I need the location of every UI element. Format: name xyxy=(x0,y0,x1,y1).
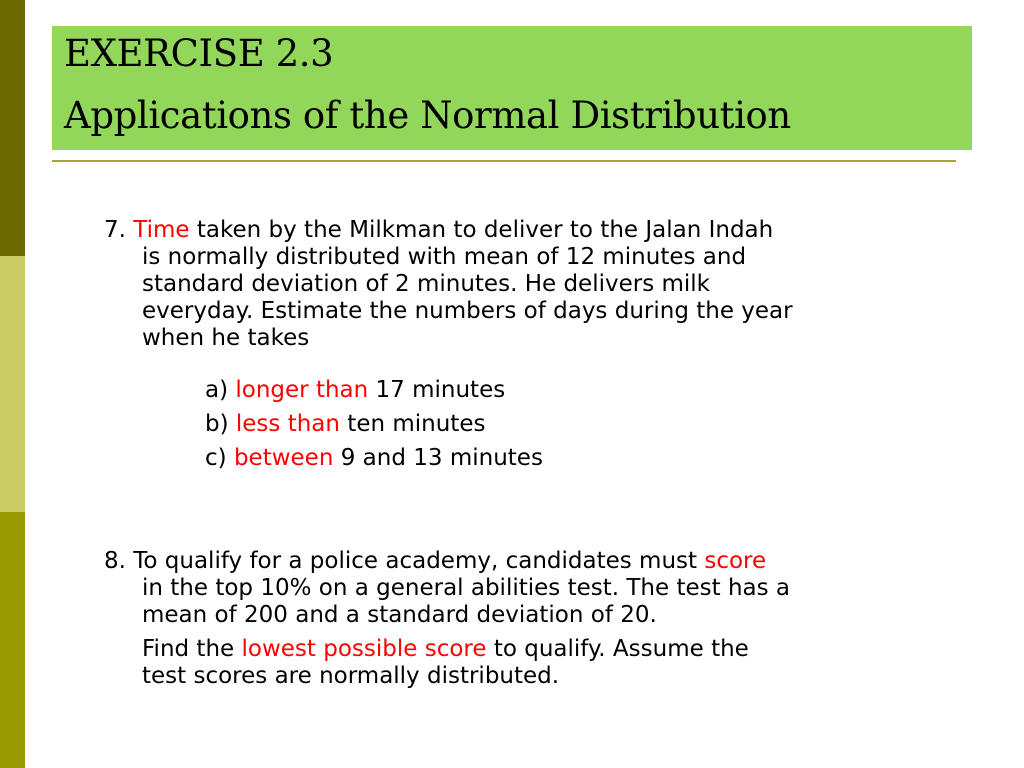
part-a-text: 17 minutes xyxy=(368,377,506,403)
side-stripe-middle xyxy=(0,256,25,512)
part-a-label: a) xyxy=(205,377,236,403)
part-b-keyword: less than xyxy=(235,411,340,437)
question-8-line-1 xyxy=(104,548,766,575)
part-c-text: 9 and 13 minutes xyxy=(333,445,543,471)
part-a-keyword: longer than xyxy=(235,377,369,403)
question-8-keyword: score xyxy=(704,548,767,574)
part-c-label: c) xyxy=(205,445,234,471)
question-7-line-1 xyxy=(104,217,773,244)
title-banner xyxy=(52,26,972,150)
question-7-part-c xyxy=(205,445,543,471)
question-7-text-5: when he takes xyxy=(142,325,310,351)
side-stripe-bottom xyxy=(0,512,25,768)
title-subject: Applications of the Normal Distribution xyxy=(64,94,791,137)
find-text-start: Find the xyxy=(142,636,242,662)
find-keyword: lowest possible score xyxy=(241,636,487,662)
question-7-continuation xyxy=(142,244,793,352)
question-8-find-line-2: test scores are normally distributed. xyxy=(142,663,560,689)
question-8-find xyxy=(142,636,749,690)
question-7-text-4: everyday. Estimate the numbers of days during the year xyxy=(142,298,793,324)
question-8-text-1: To qualify for a police academy, candidates must xyxy=(125,548,705,574)
question-8-text-2: in the top 10% on a general abilities test. The test has a xyxy=(142,575,790,601)
question-7-part-b xyxy=(205,411,485,437)
find-text-rest: to qualify. Assume the xyxy=(486,636,749,662)
part-b-text: ten minutes xyxy=(339,411,486,437)
title-exercise: EXERCISE 2.3 xyxy=(64,32,334,75)
part-c-keyword: between xyxy=(233,445,334,471)
question-7-text-1: taken by the Milkman to deliver to the Jalan Indah xyxy=(189,217,774,243)
part-b-label: b) xyxy=(205,411,236,437)
question-8-find-line-1 xyxy=(142,636,749,663)
question-7-part-a xyxy=(205,377,505,403)
title-underline xyxy=(52,160,956,162)
question-8-text-3: mean of 200 and a standard deviation of 20. xyxy=(142,602,657,628)
side-stripe-top xyxy=(0,0,25,256)
question-8-number: 8. xyxy=(104,548,126,574)
question-7-number: 7. xyxy=(104,217,126,243)
question-7-text-2: is normally distributed with mean of 12 minutes and xyxy=(142,244,747,270)
question-7-text-3: standard deviation of 2 minutes. He delivers milk xyxy=(142,271,710,297)
question-8-continuation xyxy=(142,575,790,629)
question-7-keyword: Time xyxy=(133,217,190,243)
